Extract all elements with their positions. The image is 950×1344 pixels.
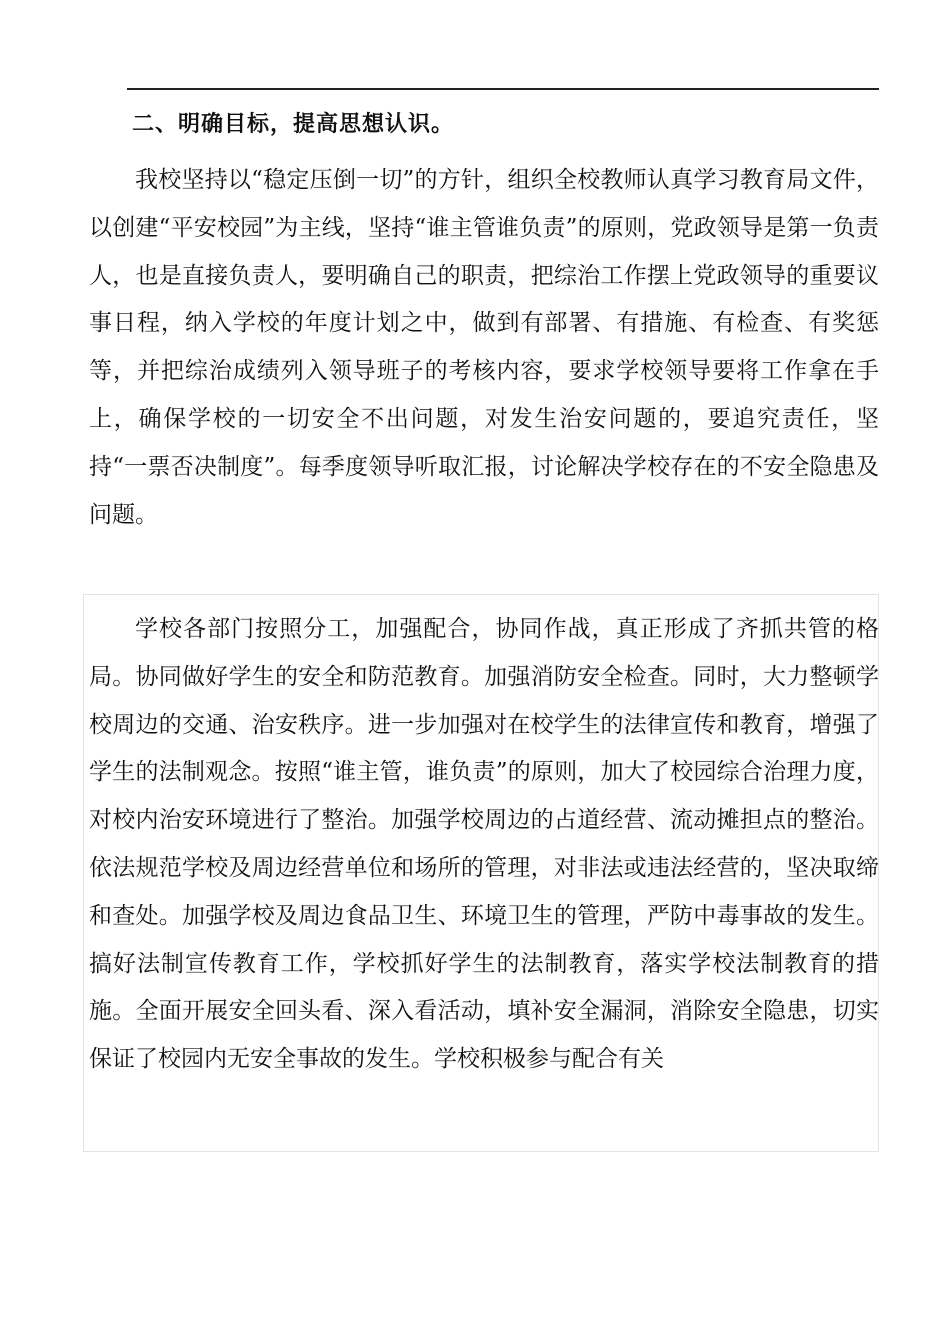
paragraph-departments: 学校各部门按照分工，加强配合，协同作战，真正形成了齐抓共管的格局。协同做好学生的安全和防范教育。加强消防安全检查。同时，大力整顿学校周边的交通、治安秩序。进一步加强对在校学生的法律宣传和教育，增强了学生的法制观念。按照“谁主管，谁负责”的原则，加大了校园综合治理力度，对校内治安环境进行了整治。加强学校周边的占道经营、流动摊担点的整治。依法规范学校及周边经营单位和场所的管理，对非法或违法经营的，坚决取缔和查处。加强学校及周边食品卫生、环境卫生的管理，严防中毒事故的发生。搞好法制宣传教育工作，学校抓好学生的法制教育，落实学校法制教育的措施。全面开展安全回头看、深入看活动，填补安全漏洞，消除安全隐患，切实保证了校园内无安全事故的发生。学校积极参与配合有关 — [89, 616, 879, 1073]
paragraph-leadership: 我校坚持以“稳定压倒一切”的方针，组织全校教师认真学习教育局文件，以创建“平安校园”为主线，坚持“谁主管谁负责”的原则，党政领导是第一负责人，也是直接负责人，要明确自己的职责，把综治工作摆上党政领导的重要议事日程，纳入学校的年度计划之中，做到有部署、有措施、有检查、有奖惩等，并把综治成绩列入领导班子的考核内容，要求学校领导要将工作拿在手上，确保学校的一切安全不出问题，对发生治安问题的，要追究责任，坚持“一票否决制度”。每季度领导听取汇报，讨论解决学校存在的不安全隐患及问题。 — [89, 167, 879, 528]
section-heading: 二、明确目标，提高思想认识。 — [132, 111, 455, 137]
header-rule — [127, 88, 879, 90]
